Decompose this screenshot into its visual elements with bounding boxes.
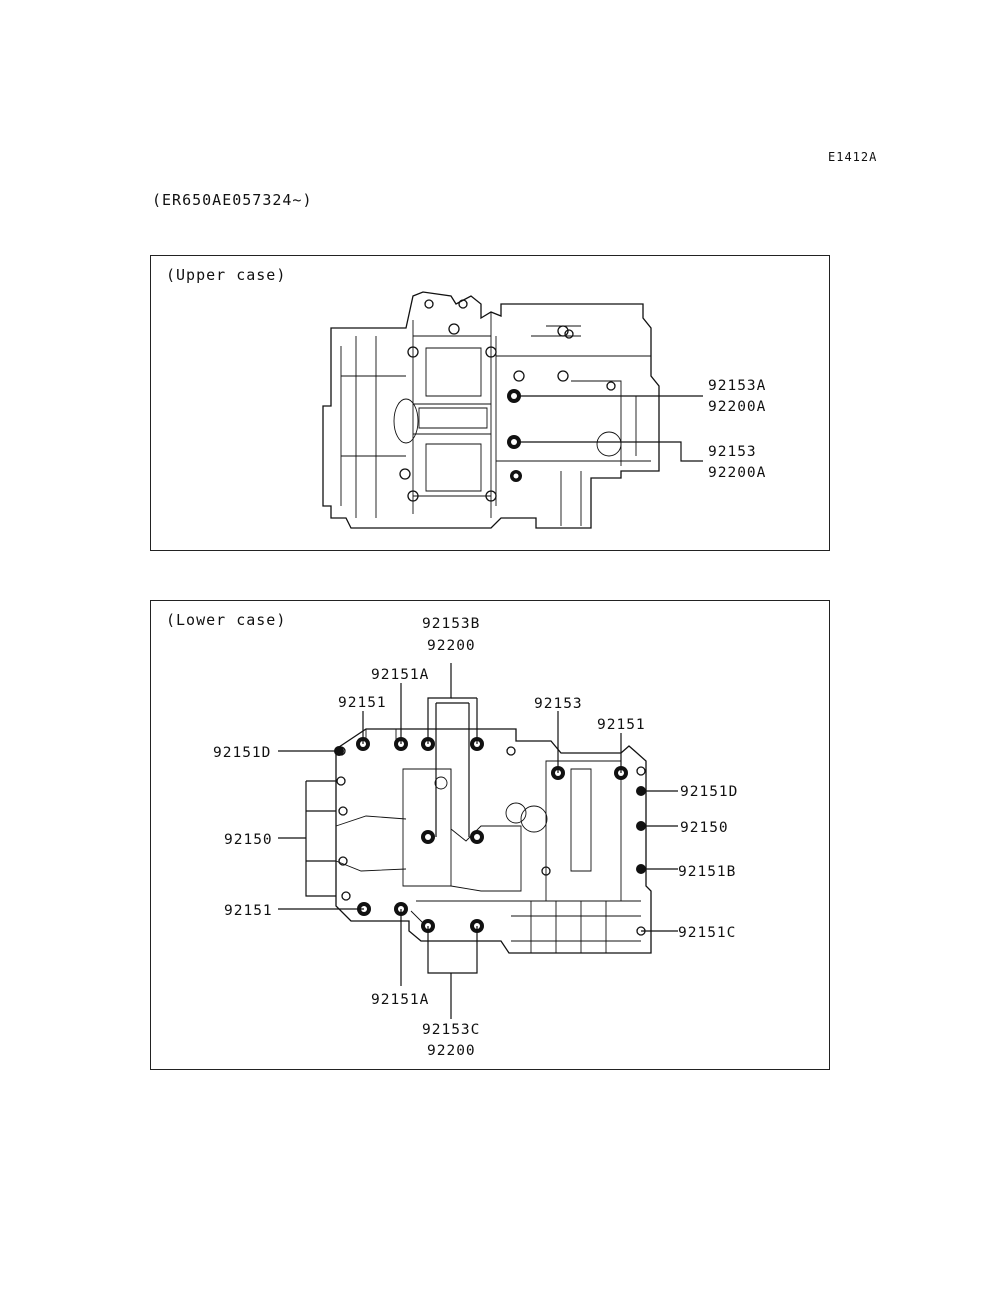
- lower-case-panel: [150, 600, 830, 1070]
- label-92151-left: 92151: [224, 903, 273, 919]
- lower-bolt-holes: [337, 747, 645, 935]
- label-92151-top-left: 92151: [338, 695, 387, 711]
- upper-case-title: (Upper case): [166, 266, 287, 284]
- label-92200-bottom: 92200: [427, 1043, 476, 1059]
- label-92151-top-right: 92151: [597, 717, 646, 733]
- upper-case-panel: [150, 255, 830, 551]
- upper-bolt-holes: [400, 300, 615, 501]
- label-92153-upper: 92153: [708, 444, 757, 460]
- label-92153B: 92153B: [422, 616, 481, 632]
- label-92153A: 92153A: [708, 378, 767, 394]
- label-92200A-upper-1: 92200A: [708, 399, 767, 415]
- label-92150-left: 92150: [224, 832, 273, 848]
- lower-case-title: (Lower case): [166, 611, 287, 629]
- label-92200-top: 92200: [427, 638, 476, 654]
- label-92151D-left: 92151D: [213, 745, 272, 761]
- lower-crankcase-drawing: [151, 601, 831, 1071]
- upper-crankcase-outline: [323, 292, 659, 528]
- label-92153-lower: 92153: [534, 696, 583, 712]
- upper-highlighted-bolts: [507, 389, 522, 482]
- label-92151D-right: 92151D: [680, 784, 739, 800]
- label-92151A-bottom: 92151A: [371, 992, 430, 1008]
- label-92150-right: 92150: [680, 820, 729, 836]
- label-92200A-upper-2: 92200A: [708, 465, 767, 481]
- serial-range-note: (ER650AE057324~): [152, 191, 313, 209]
- label-92151A-top: 92151A: [371, 667, 430, 683]
- lower-crankcase-outline: [336, 729, 651, 953]
- document-code: E1412A: [828, 150, 878, 164]
- label-92151C: 92151C: [678, 925, 737, 941]
- label-92151B: 92151B: [678, 864, 737, 880]
- upper-leader-lines: [519, 396, 703, 461]
- upper-crankcase-drawing: [151, 256, 831, 552]
- label-92153C: 92153C: [422, 1022, 481, 1038]
- lower-highlighted-bolts: [334, 737, 646, 933]
